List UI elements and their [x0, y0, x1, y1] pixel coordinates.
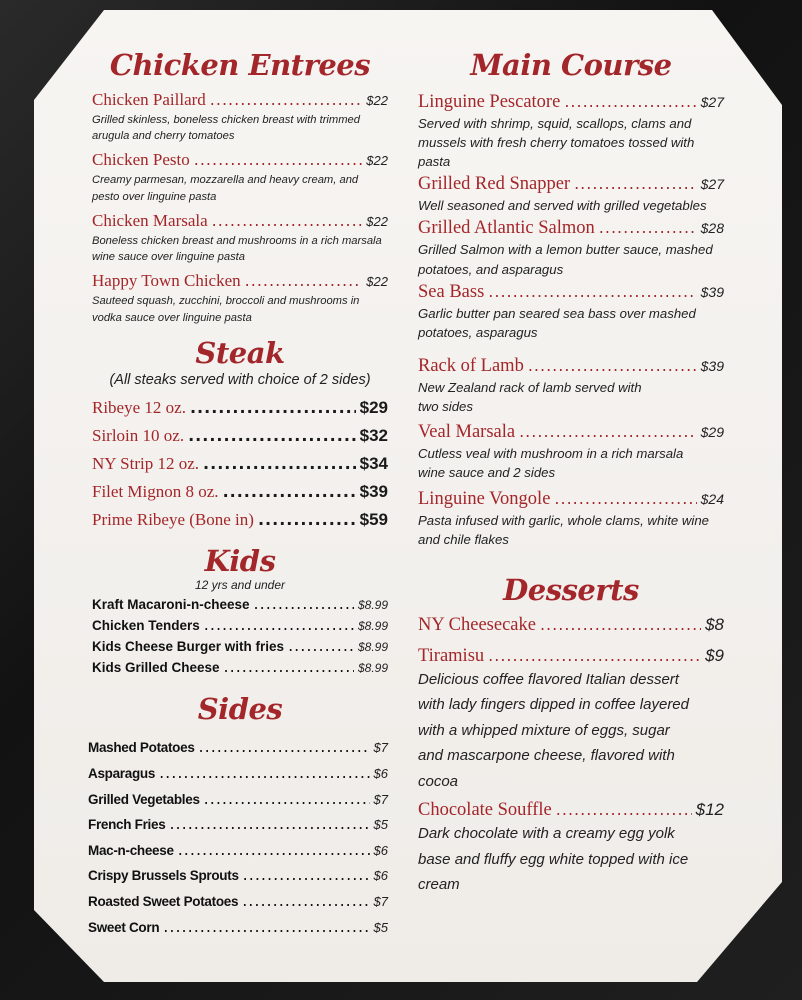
- item-name: Grilled Red Snapper: [418, 174, 571, 195]
- item-name: Grilled Vegetables: [88, 791, 200, 807]
- item-price: $6: [373, 766, 388, 782]
- chicken-section: [92, 90, 388, 326]
- menu-item: [92, 454, 388, 474]
- menu-item: [92, 594, 388, 613]
- item-price: $39: [359, 481, 388, 501]
- menu-item: [418, 800, 724, 898]
- item-price: $29: [700, 424, 724, 441]
- item-name: Mashed Potatoes: [88, 740, 195, 756]
- item-name: Rack of Lamb: [418, 356, 524, 377]
- desserts-title: Desserts: [503, 572, 639, 607]
- menu-item: [92, 398, 388, 418]
- item-description: Boneless chicken breast and mushrooms in a rich marsala wine sauce over linguine pasta: [92, 234, 382, 264]
- item-price: $39: [700, 283, 724, 300]
- item-price: $28: [700, 220, 724, 237]
- menu-item: [92, 90, 388, 144]
- menu-item: [92, 426, 388, 446]
- menu-item: [92, 482, 388, 502]
- item-name: Kids Grilled Cheese: [92, 659, 220, 675]
- item-description: Grilled skinless, boneless chicken breast with trimmed arugula and cherry tomatoes: [92, 113, 360, 143]
- steak-note: (All steaks served with choice of 2 sides): [109, 371, 371, 388]
- item-description: Pasta infused with garlic, whole clams, white wine and chile flakes: [418, 512, 709, 547]
- item-price: $22: [366, 274, 388, 290]
- item-name: Chocolate Souffle: [418, 800, 552, 821]
- menu-item: [418, 218, 724, 278]
- main-course-title: Main Course: [470, 48, 672, 82]
- menu-item: [92, 150, 388, 204]
- item-name: NY Strip 12 oz.: [92, 453, 200, 473]
- item-description: Grilled Salmon with a lemon butter sauce, mashed potatoes, and asparagus: [418, 242, 713, 277]
- item-price: $29: [359, 397, 388, 417]
- menu-item: [418, 92, 724, 171]
- item-name: Prime Ribeye (Bone in): [92, 509, 254, 529]
- item-name: Linguine Pescatore: [418, 91, 561, 112]
- sides-section: [88, 737, 388, 935]
- item-price: $7: [373, 791, 388, 807]
- steak-section: [92, 398, 388, 530]
- item-name: Tiramisu: [418, 645, 485, 666]
- left-column: [88, 48, 388, 942]
- item-name: Crispy Brussels Sprouts: [88, 868, 239, 884]
- item-price: $22: [366, 153, 388, 169]
- item-name: Sweet Corn: [88, 919, 160, 935]
- item-price: $59: [359, 509, 388, 529]
- item-description: Sauteed squash, zucchini, broccoli and mushrooms in vodka sauce over linguine pasta: [92, 295, 360, 324]
- item-price: $24: [700, 490, 724, 507]
- item-price: $8: [705, 614, 724, 634]
- kids-title: Kids: [204, 543, 276, 578]
- item-name: French Fries: [88, 817, 166, 833]
- item-price: $7: [373, 740, 388, 756]
- item-price: $22: [366, 92, 388, 108]
- right-column: [418, 50, 724, 898]
- item-price: $9: [705, 645, 724, 665]
- item-price: $6: [373, 842, 388, 858]
- steak-title: Steak: [195, 335, 285, 370]
- menu-item: [88, 865, 388, 884]
- item-description: Dark chocolate with a creamy egg yolk base and fluffy egg white topped with ice cream: [418, 825, 689, 894]
- item-name: Chicken Paillard: [92, 89, 206, 109]
- item-name: Sea Bass: [418, 281, 485, 302]
- menu-item: [92, 615, 388, 634]
- item-description: Garlic butter pan seared sea bass over mashed potatoes, asparagus: [418, 305, 696, 340]
- menu-item: [88, 814, 388, 833]
- item-price: $7: [373, 894, 388, 909]
- item-price: $39: [700, 358, 724, 375]
- menu-item: [418, 174, 724, 215]
- item-price: $6: [373, 868, 388, 884]
- item-price: $12: [695, 800, 724, 820]
- item-price: $5: [373, 817, 388, 833]
- menu-item: [92, 211, 388, 265]
- item-price: $8.99: [357, 639, 388, 654]
- item-description: New Zealand rack of lamb served with two sides: [418, 380, 642, 415]
- menu-item: [92, 271, 388, 325]
- item-name: Veal Marsala: [418, 422, 516, 443]
- menu-item: [418, 422, 724, 482]
- menu-item: [92, 657, 388, 676]
- item-price: $5: [373, 919, 388, 935]
- item-name: Linguine Vongole: [418, 488, 551, 509]
- menu-item: [418, 489, 724, 549]
- menu-item: [88, 840, 388, 859]
- item-name: Chicken Marsala: [92, 210, 208, 230]
- menu-item: [92, 636, 388, 655]
- item-price: $8.99: [357, 597, 388, 612]
- chicken-entrees-title: Chicken Entrees: [109, 48, 371, 82]
- item-name: Sirloin 10 oz.: [92, 425, 185, 445]
- item-price: $8.99: [357, 618, 388, 633]
- item-description: Cutless veal with mushroom in a rich marsala wine sauce and 2 sides: [418, 446, 684, 481]
- menu-item: [88, 737, 388, 756]
- item-price: $27: [700, 93, 724, 110]
- menu-item: [88, 789, 388, 808]
- menu-item: [418, 615, 724, 636]
- item-name: Mac-n-cheese: [88, 842, 174, 858]
- menu-item: [418, 282, 724, 342]
- menu-item: [418, 356, 724, 416]
- menu-item: [88, 917, 388, 936]
- menu-item: [418, 646, 724, 795]
- item-name: Happy Town Chicken: [92, 271, 241, 291]
- sides-title: Sides: [197, 691, 283, 726]
- item-name: NY Cheesecake: [418, 614, 536, 635]
- item-description: Creamy parmesan, mozzarella and heavy cream, and pesto over linguine pasta: [92, 174, 359, 203]
- item-description: Delicious coffee flavored Italian dessert with lady fingers dipped in coffee layered with a whipped mixture of eggs, sugar and mascarpone cheese, flavored with cocoa: [418, 670, 689, 790]
- item-price: $27: [700, 176, 724, 193]
- item-price: $22: [366, 213, 388, 229]
- main-course-section: [418, 92, 724, 549]
- item-description: Served with shrimp, squid, scallops, clams and mussels with fresh cherry tomatoes tossed with pasta: [418, 115, 695, 170]
- menu-item: [88, 891, 388, 910]
- item-name: Grilled Atlantic Salmon: [418, 218, 595, 239]
- kids-note: 12 yrs and under: [194, 577, 286, 592]
- item-price: $32: [359, 425, 388, 445]
- menu-item: [88, 763, 388, 782]
- item-name: Kraft Macaroni-n-cheese: [92, 596, 250, 612]
- item-name: Filet Mignon 8 oz.: [92, 481, 219, 501]
- item-name: Asparagus: [88, 766, 156, 782]
- item-name: Roasted Sweet Potatoes: [88, 894, 239, 909]
- item-name: Ribeye 12 oz.: [92, 397, 186, 417]
- desserts-section: [418, 615, 724, 898]
- item-name: Chicken Tenders: [92, 617, 200, 633]
- item-price: $34: [359, 453, 388, 473]
- item-description: Well seasoned and served with grilled vegetables: [418, 198, 707, 214]
- item-name: Chicken Pesto: [92, 150, 190, 170]
- item-name: Kids Cheese Burger with fries: [92, 638, 285, 654]
- kids-section: [92, 594, 388, 676]
- item-price: $8.99: [357, 660, 388, 675]
- menu-item: [92, 510, 388, 530]
